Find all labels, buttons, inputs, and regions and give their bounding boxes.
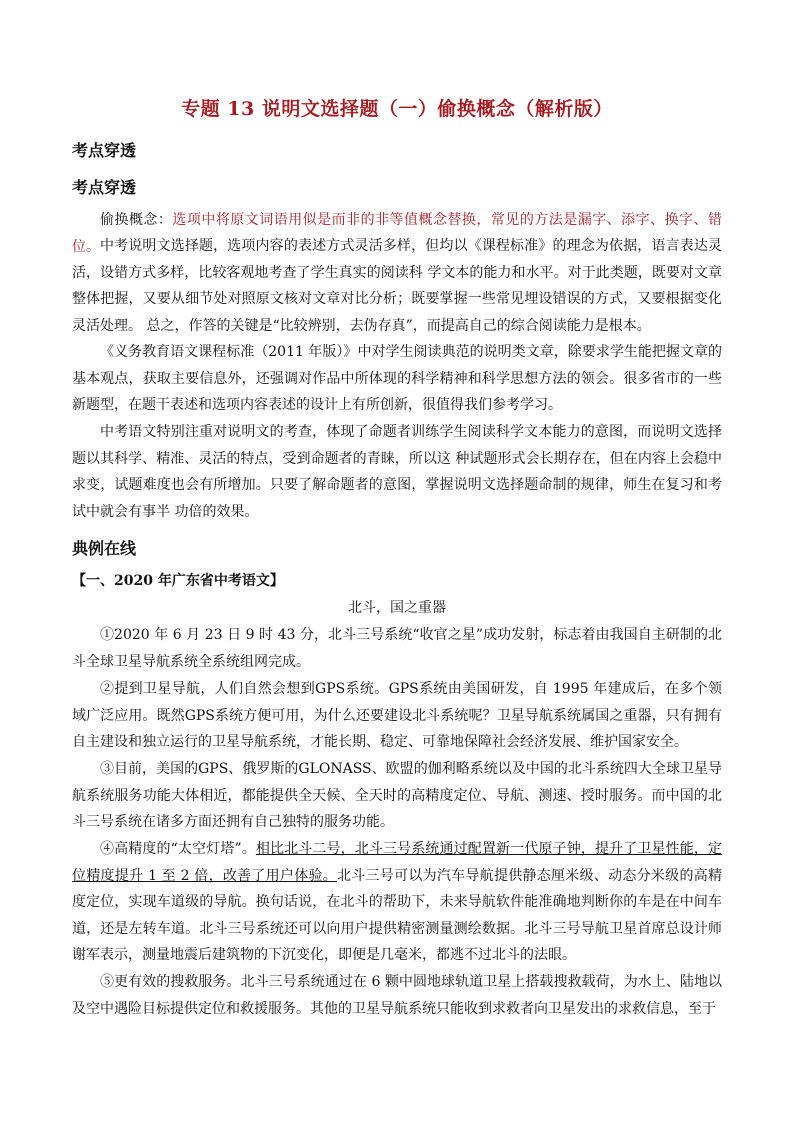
section-heading-dianli: 典例在线 bbox=[72, 539, 137, 558]
definition-label: 偷换概念： bbox=[100, 212, 173, 228]
article-paragraph-4 bbox=[72, 836, 722, 969]
article-paragraph-3: ③目前，美国的GPS、俄罗斯的GLONASS、欧盟的伽利略系统以及中国的北斗系统四大全球卫星导航系统服务功能大体相近，都能提供全天候、全天时的高精度定位、导航、测速、授时服务。而中国的北斗三号系统在诸多方面还拥有自己独特的服务功能。 bbox=[72, 761, 722, 830]
article-paragraph-2: ②提到卫星导航，人们自然会想到GPS系统。GPS系统由美国研发，自 1995 年建成后，在多个领域广泛应用。既然GPS系统方便可用，为什么还要建设北斗系统呢？卫星导航系统属国之重器，只有拥有自主建设和独立运行的卫星导航系统，才能长期、稳定、可靠地保障社会经济发展、维护国家安全。 bbox=[72, 681, 722, 750]
paragraph-4-lead: ④高精度的“太空灯塔”。 bbox=[100, 841, 256, 857]
section-heading-kaodian: 考点穿透 bbox=[72, 141, 137, 160]
underlined-sentence: 相比北斗二号，北斗三号系统通过配置新一代原子钟，提升了卫星性能，定位精度提升 1 至 2 倍，改善了用户体验。 bbox=[72, 841, 722, 884]
page-title: 专题 13 说明文选择题（一）偷换概念（解析版） bbox=[181, 98, 613, 120]
intro-paragraph-1: 中考说明文选择题，选项内容的表述方式灵活多样，但均以《课程标准》的理念为依据，语言表达灵活，设错方式多样，比较客观地考查了学生真实的阅读科 学文本的能力和水平。对于此类题，既要对文章整体把握，又要从细节处对照原文核对文章对比分析；既要掌握一些常见埋设错误的方式，又要根据变化灵活处理。 总之，作答的关键是“比较辨别，去伪存真”，而提高自己的综合阅读能力是根本。 bbox=[72, 238, 722, 334]
article-paragraph-5: ⑤更有效的搜救服务。北斗三号系统通过在 6 颗中圆地球轨道卫星上搭载搜救载荷，为水上、陆地以及空中遇险目标提供定位和救援服务。其他的卫星导航系统只能收到求救者向卫星发出的求救信息，至于 bbox=[72, 974, 722, 1017]
definition-text: 选项中将原文词语用似是而非的非等值概念替换，常见的方法是漏字、添字、换字、错位。 bbox=[72, 212, 723, 255]
intro-paragraph-2: 《义务教育语文课程标准（2011 年版）》中对学生阅读典范的说明类文章，除要求学生能把握文章的基本观点，获取主要信息外，还强调对作品中所体现的科学精神和科学思想方法的领会。很多省市的一些新题型，在题干表述和选项内容表述的设计上有所创新，很值得我们参考学习。 bbox=[72, 344, 722, 413]
section-heading-kaodian-2: 考点穿透 bbox=[72, 178, 137, 197]
example-heading: 【一、2020 年广东省中考语文】 bbox=[72, 573, 284, 589]
article-title: 北斗，国之重器 bbox=[348, 600, 446, 616]
article-paragraph-1: ①2020 年 6 月 23 日 9 时 43 分，北斗三号系统“收官之星”成功发射，标志着由我国自主研制的北斗全球卫星导航系统全系统组网完成。 bbox=[72, 627, 722, 670]
intro-paragraph-3: 中考语文特别注重对说明文的考查，体现了命题者训练学生阅读科学文本能力的意图，而说明文选择题以其科学、精准、灵活的特点，受到命题者的青睐，所以这 种试题形式会长期存在，但在内容上会稳中求变，试题难度也会有所增加。只要了解命题者的意图，掌握说明文选择题命制的规律，师生在复习和考试中就会有事半 功倍的效果。 bbox=[72, 424, 722, 520]
paragraph-4-rest: 北斗三号可以为汽车导航提供静态厘米级、动态分米级的高精度定位，实现车道级的导航。换句话说，在北斗的帮助下，未来导航软件能准确地判断你的车是在中间车道，还是左转车道。北斗三号系统还可以向用户提供精密测量测绘数据。北斗三号导航卫星首席总设计师谢军表示，测量地震后建筑物的下沉变化，即便是几毫米，都逃不过北斗的法眼。 bbox=[72, 867, 722, 963]
